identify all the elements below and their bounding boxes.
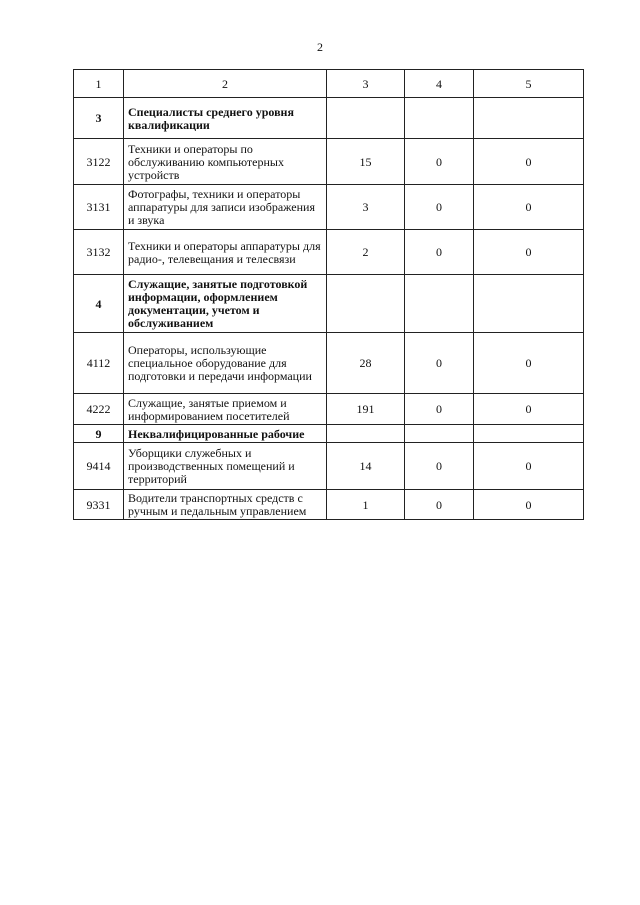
row-name: Фотографы, техники и операторы аппаратуры для записи изображения и звука xyxy=(124,185,327,230)
row-name: Специалисты среднего уровня квалификации xyxy=(124,98,327,139)
row-col3: 3 xyxy=(327,185,405,230)
page-number: 2 xyxy=(317,40,323,54)
row-col3: 191 xyxy=(327,394,405,425)
row-col5: 0 xyxy=(474,185,584,230)
row-name: Служащие, занятые подготовкой информации, оформлением документации, учетом и обслуживанием xyxy=(124,275,327,333)
header-cell-1: 1 xyxy=(74,70,124,98)
table-row xyxy=(74,275,584,333)
row-col4: 0 xyxy=(405,394,474,425)
table-row xyxy=(74,185,584,230)
table-row xyxy=(74,98,584,139)
row-col4: 0 xyxy=(405,443,474,490)
row-code: 9414 xyxy=(74,443,124,490)
row-col5: 0 xyxy=(474,490,584,520)
row-col5 xyxy=(474,98,584,139)
row-col4: 0 xyxy=(405,490,474,520)
row-name: Уборщики служебных и производственных помещений и территорий xyxy=(124,443,327,490)
row-col5: 0 xyxy=(474,333,584,394)
row-col4 xyxy=(405,275,474,333)
row-name: Водители транспортных средств с ручным и педальным управлением xyxy=(124,490,327,520)
row-col3: 14 xyxy=(327,443,405,490)
row-col5 xyxy=(474,275,584,333)
table-row xyxy=(74,139,584,185)
table-row xyxy=(74,230,584,275)
row-col5: 0 xyxy=(474,230,584,275)
row-col4 xyxy=(405,98,474,139)
header-cell-3: 3 xyxy=(327,70,405,98)
row-col4: 0 xyxy=(405,333,474,394)
row-col3: 1 xyxy=(327,490,405,520)
row-col4 xyxy=(405,425,474,443)
row-col5: 0 xyxy=(474,394,584,425)
table-row xyxy=(74,490,584,520)
row-code: 3132 xyxy=(74,230,124,275)
row-col3 xyxy=(327,98,405,139)
table-row xyxy=(74,425,584,443)
row-name: Служащие, занятые приемом и информированием посетителей xyxy=(124,394,327,425)
table-header-row xyxy=(74,70,584,98)
row-col4: 0 xyxy=(405,185,474,230)
row-code: 4 xyxy=(74,275,124,333)
row-name: Операторы, использующие специальное оборудование для подготовки и передачи информации xyxy=(124,333,327,394)
row-col3: 2 xyxy=(327,230,405,275)
row-code: 4112 xyxy=(74,333,124,394)
row-code: 3131 xyxy=(74,185,124,230)
header-cell-2: 2 xyxy=(124,70,327,98)
row-col3 xyxy=(327,275,405,333)
table-row xyxy=(74,333,584,394)
row-col3: 15 xyxy=(327,139,405,185)
header-cell-5: 5 xyxy=(474,70,584,98)
row-col5: 0 xyxy=(474,443,584,490)
row-code: 9 xyxy=(74,425,124,443)
row-col5: 0 xyxy=(474,139,584,185)
row-col3: 28 xyxy=(327,333,405,394)
row-code: 3122 xyxy=(74,139,124,185)
row-col5 xyxy=(474,425,584,443)
table-row xyxy=(74,394,584,425)
row-col4: 0 xyxy=(405,139,474,185)
row-code: 4222 xyxy=(74,394,124,425)
table-row xyxy=(74,443,584,490)
row-code: 9331 xyxy=(74,490,124,520)
header-cell-4: 4 xyxy=(405,70,474,98)
row-code: 3 xyxy=(74,98,124,139)
row-col4: 0 xyxy=(405,230,474,275)
row-col3 xyxy=(327,425,405,443)
row-name: Техники и операторы по обслуживанию компьютерных устройств xyxy=(124,139,327,185)
row-name: Неквалифицированные рабочие xyxy=(124,425,327,443)
staff-table xyxy=(73,69,584,520)
row-name: Техники и операторы аппаратуры для радио-, телевещания и телесвязи xyxy=(124,230,327,275)
